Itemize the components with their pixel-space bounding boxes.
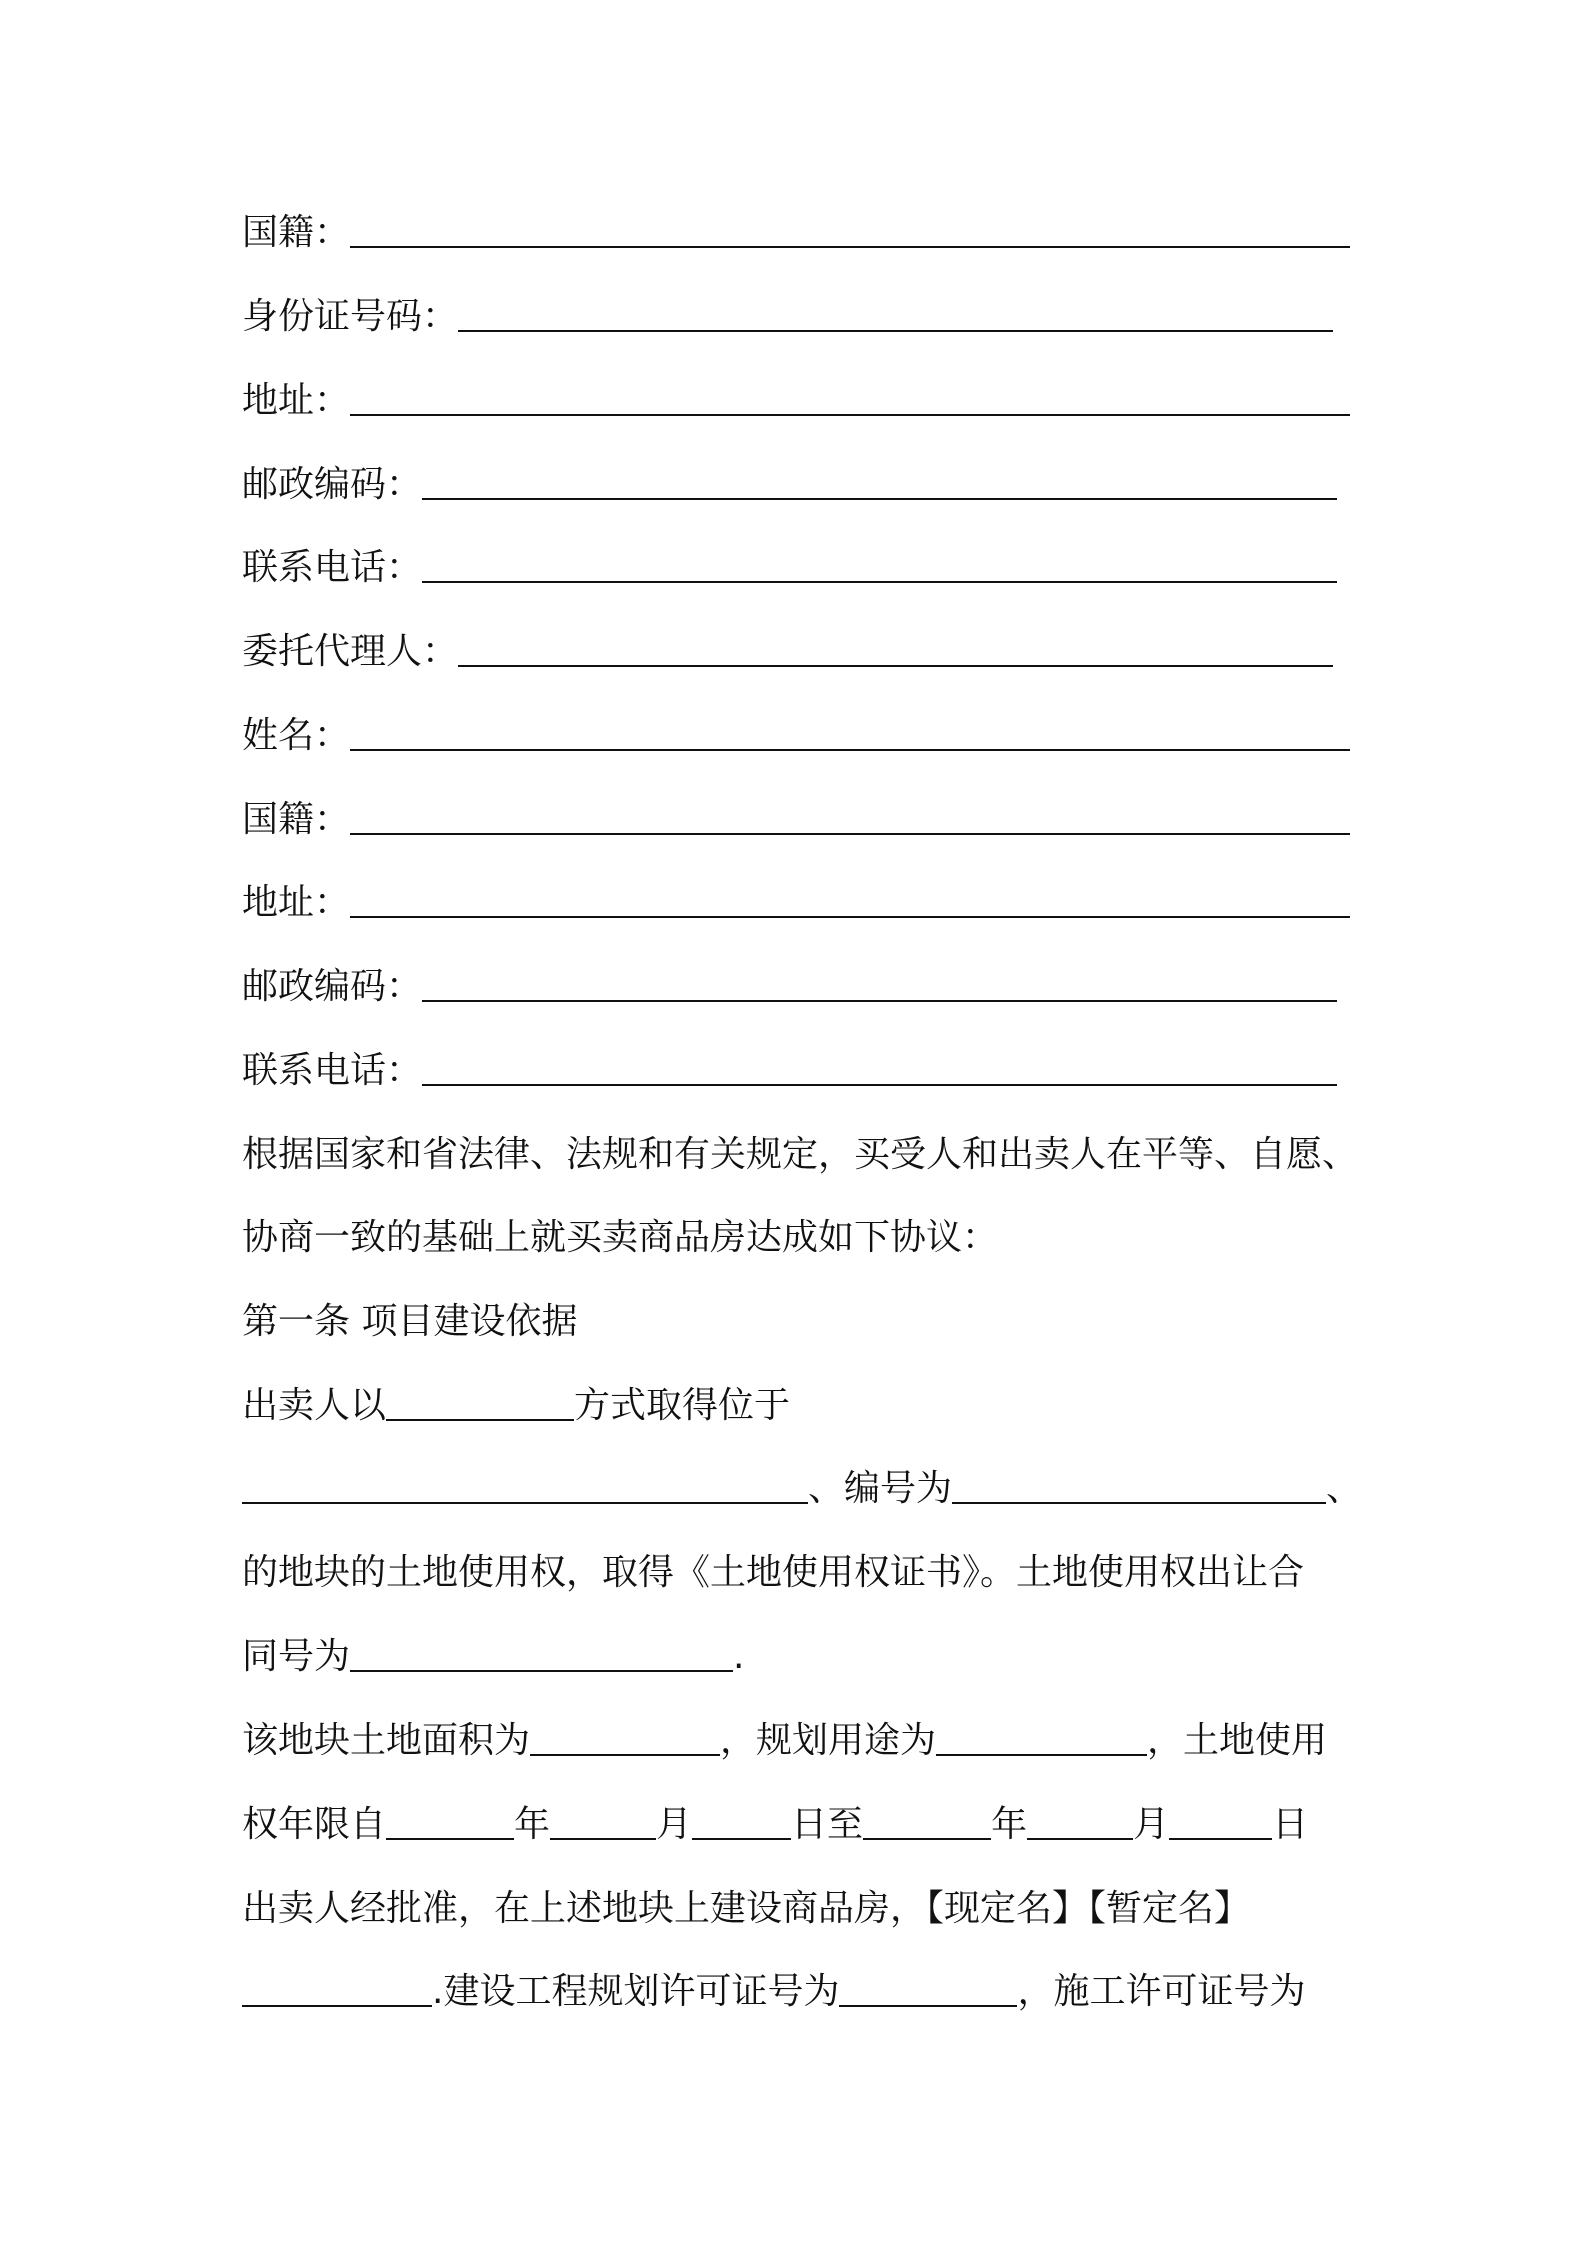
paragraph-text: 根据国家和省法律、法规和有关规定，买受人和出卖人在平等、自愿、 xyxy=(242,1134,1359,1175)
blank-planning-permit[interactable] xyxy=(839,1969,1017,2007)
text-segment: 、编号为 xyxy=(808,1468,953,1509)
field-label: 邮政编码： xyxy=(242,966,423,1007)
blank-contract-number[interactable] xyxy=(350,1634,733,1672)
field-label: 姓名： xyxy=(242,715,351,756)
field-agent-nationality xyxy=(242,795,1392,845)
blank-end-month[interactable] xyxy=(1027,1802,1133,1840)
text-segment: 日 xyxy=(1272,1804,1309,1845)
field-label: 联系电话： xyxy=(242,547,423,588)
article-line xyxy=(242,1548,1392,1598)
text-segment: 同号为 xyxy=(242,1636,351,1677)
blank-acquire-method[interactable] xyxy=(386,1383,574,1421)
blank-line[interactable] xyxy=(458,629,1333,667)
text-segment: 出卖人经批准，在上述地块上建设商品房，【现定名】【暂定名】 xyxy=(242,1888,1251,1929)
blank-land-area[interactable] xyxy=(530,1718,720,1756)
field-label: 地址： xyxy=(242,882,351,923)
field-label: 地址： xyxy=(242,380,351,421)
blank-line[interactable] xyxy=(458,294,1333,332)
field-id-number xyxy=(242,292,1392,342)
field-label: 联系电话： xyxy=(242,1050,423,1091)
field-postal-code xyxy=(242,460,1392,510)
intro-line xyxy=(242,1213,1392,1263)
text-segment: ，土地使用 xyxy=(1147,1720,1328,1761)
text-segment: 年 xyxy=(514,1804,551,1845)
field-label: 委托代理人： xyxy=(242,631,459,672)
blank-location[interactable] xyxy=(242,1466,808,1504)
field-address xyxy=(242,376,1392,426)
field-agent xyxy=(242,627,1392,677)
field-label: 国籍： xyxy=(242,799,351,840)
article-line xyxy=(242,1967,1392,2017)
blank-start-day[interactable] xyxy=(692,1802,791,1840)
text-segment: 日至 xyxy=(791,1804,864,1845)
blank-end-year[interactable] xyxy=(863,1802,991,1840)
field-agent-phone xyxy=(242,1046,1392,1096)
text-segment: 月 xyxy=(656,1804,693,1845)
article-title: 第一条 项目建设依据 xyxy=(242,1301,578,1342)
blank-line[interactable] xyxy=(350,880,1350,918)
text-segment: 月 xyxy=(1133,1804,1170,1845)
text-segment: 年 xyxy=(991,1804,1028,1845)
article-line xyxy=(242,1464,1392,1514)
field-nationality xyxy=(242,208,1392,258)
text-segment: . xyxy=(733,1636,745,1677)
article-heading xyxy=(242,1297,1392,1347)
field-label: 身份证号码： xyxy=(242,296,459,337)
field-phone xyxy=(242,543,1392,593)
blank-land-use[interactable] xyxy=(936,1718,1147,1756)
blank-line[interactable] xyxy=(422,964,1337,1002)
article-line xyxy=(242,1800,1392,1850)
text-segment: 出卖人以 xyxy=(242,1385,387,1426)
paragraph-text: 协商一致的基础上就买卖商品房达成如下协议： xyxy=(242,1217,999,1258)
intro-line xyxy=(242,1130,1392,1180)
blank-line[interactable] xyxy=(350,713,1350,751)
text-segment: 的地块的土地使用权，取得《土地使用权证书》。土地使用权出让合 xyxy=(242,1552,1305,1593)
field-label: 国籍： xyxy=(242,212,351,253)
blank-line[interactable] xyxy=(422,462,1337,500)
blank-line[interactable] xyxy=(350,797,1350,835)
text-segment: .建设工程规划许可证号为 xyxy=(432,1971,840,2012)
article-line xyxy=(242,1716,1392,1766)
text-segment: 、 xyxy=(1326,1468,1363,1509)
article-line xyxy=(242,1884,1392,1934)
article-line xyxy=(242,1381,1392,1431)
text-segment: 权年限自 xyxy=(242,1804,387,1845)
blank-line[interactable] xyxy=(422,1048,1337,1086)
blank-end-day[interactable] xyxy=(1169,1802,1272,1840)
text-segment: ，规划用途为 xyxy=(720,1720,937,1761)
field-agent-address xyxy=(242,878,1392,928)
text-segment: 方式取得位于 xyxy=(574,1385,791,1426)
field-agent-postal-code xyxy=(242,962,1392,1012)
blank-start-year[interactable] xyxy=(386,1802,514,1840)
text-segment: 该地块土地面积为 xyxy=(242,1720,531,1761)
blank-number[interactable] xyxy=(952,1466,1326,1504)
field-agent-name xyxy=(242,711,1392,761)
blank-project-name[interactable] xyxy=(242,1969,432,2007)
blank-line[interactable] xyxy=(350,210,1350,248)
blank-line[interactable] xyxy=(350,378,1350,416)
article-line xyxy=(242,1632,1392,1682)
field-label: 邮政编码： xyxy=(242,464,423,505)
blank-line[interactable] xyxy=(422,545,1337,583)
blank-start-month[interactable] xyxy=(550,1802,656,1840)
text-segment: ，施工许可证号为 xyxy=(1017,1971,1306,2012)
